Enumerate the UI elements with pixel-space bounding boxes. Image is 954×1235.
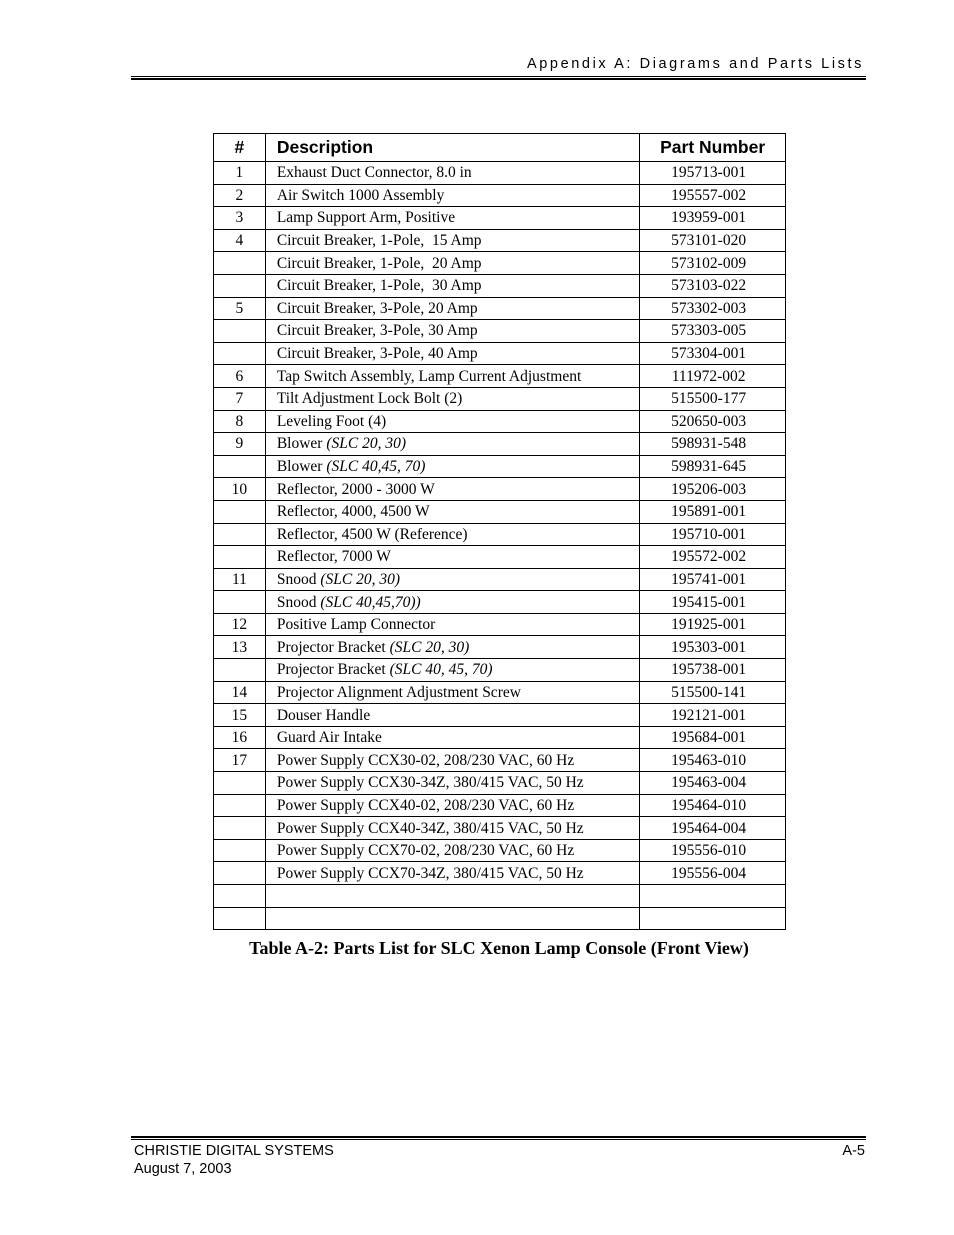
table-row bbox=[214, 365, 786, 388]
cell-item-number bbox=[214, 252, 266, 275]
cell-item-number: 1 bbox=[214, 162, 266, 185]
cell-part-number: 598931-645 bbox=[640, 455, 786, 478]
description-text: Circuit Breaker, 3-Pole, 20 Amp bbox=[276, 299, 478, 317]
description-text: Tilt Adjustment Lock Bolt (2) bbox=[276, 390, 463, 408]
cell-item-number: 6 bbox=[214, 365, 266, 388]
cell-part-number: 191925-001 bbox=[640, 613, 786, 636]
cell-description bbox=[265, 839, 639, 862]
table-row bbox=[214, 478, 786, 501]
cell-part-number: 195741-001 bbox=[640, 568, 786, 591]
cell-part-number: 193959-001 bbox=[640, 207, 786, 230]
description-text: Lamp Support Arm, Positive bbox=[276, 209, 456, 227]
table-row bbox=[214, 252, 786, 275]
description-text: Exhaust Duct Connector, 8.0 in bbox=[276, 164, 472, 182]
cell-part-number: 195556-010 bbox=[640, 839, 786, 862]
cell-part-number: 573303-005 bbox=[640, 320, 786, 343]
cell-part-number: 573101-020 bbox=[640, 229, 786, 252]
table-row bbox=[214, 704, 786, 727]
cell-part-number: 195891-001 bbox=[640, 500, 786, 523]
table-row bbox=[214, 184, 786, 207]
description-text: Reflector, 4500 W (Reference) bbox=[276, 525, 468, 543]
cell-item-number bbox=[214, 523, 266, 546]
table-row bbox=[214, 387, 786, 410]
cell-item-number bbox=[214, 546, 266, 569]
description-text: Snood bbox=[276, 593, 321, 611]
cell-part-number: 192121-001 bbox=[640, 704, 786, 727]
cell-description bbox=[265, 433, 639, 456]
cell-part-number bbox=[640, 885, 786, 908]
cell-part-number: 195572-002 bbox=[640, 546, 786, 569]
table-row bbox=[214, 274, 786, 297]
cell-description bbox=[265, 659, 639, 682]
table-row bbox=[214, 907, 786, 930]
table-row bbox=[214, 320, 786, 343]
cell-part-number: 195463-004 bbox=[640, 772, 786, 795]
description-text: Leveling Foot (4) bbox=[276, 412, 387, 430]
table-row bbox=[214, 229, 786, 252]
table-body bbox=[214, 162, 786, 930]
description-text: Tap Switch Assembly, Lamp Current Adjustment bbox=[276, 367, 582, 385]
cell-description bbox=[265, 455, 639, 478]
description-text: Power Supply CCX40-02, 208/230 VAC, 60 Hz bbox=[276, 796, 575, 814]
cell-description bbox=[265, 500, 639, 523]
description-text: Douser Handle bbox=[276, 706, 371, 724]
cell-description bbox=[265, 772, 639, 795]
table-row bbox=[214, 839, 786, 862]
cell-description bbox=[265, 184, 639, 207]
footer-date: August 7, 2003 bbox=[134, 1161, 232, 1177]
table-row bbox=[214, 681, 786, 704]
model-note: (SLC 20, 30) bbox=[389, 638, 470, 656]
cell-description bbox=[265, 229, 639, 252]
cell-item-number: 11 bbox=[214, 568, 266, 591]
table-row bbox=[214, 772, 786, 795]
cell-item-number bbox=[214, 320, 266, 343]
cell-item-number bbox=[214, 274, 266, 297]
cell-part-number: 195710-001 bbox=[640, 523, 786, 546]
table-header-row bbox=[214, 134, 786, 162]
cell-description bbox=[265, 862, 639, 885]
cell-item-number: 9 bbox=[214, 433, 266, 456]
header-rule bbox=[131, 76, 866, 80]
cell-item-number bbox=[214, 455, 266, 478]
table-row bbox=[214, 659, 786, 682]
cell-description bbox=[265, 523, 639, 546]
description-text: Guard Air Intake bbox=[276, 729, 382, 747]
cell-part-number: 195738-001 bbox=[640, 659, 786, 682]
cell-description bbox=[265, 162, 639, 185]
cell-item-number: 15 bbox=[214, 704, 266, 727]
table-row bbox=[214, 500, 786, 523]
description-text: Power Supply CCX30-34Z, 380/415 VAC, 50 Hz bbox=[276, 774, 584, 792]
table-row bbox=[214, 162, 786, 185]
cell-part-number: 515500-141 bbox=[640, 681, 786, 704]
description-text: Power Supply CCX30-02, 208/230 VAC, 60 Hz bbox=[276, 751, 575, 769]
description-text: Air Switch 1000 Assembly bbox=[276, 186, 445, 204]
description-text: Positive Lamp Connector bbox=[276, 616, 436, 634]
cell-part-number: 195684-001 bbox=[640, 726, 786, 749]
cell-description bbox=[265, 749, 639, 772]
model-note: (SLC 20, 30) bbox=[326, 435, 407, 453]
description-text: Reflector, 7000 W bbox=[276, 548, 391, 566]
description-text: Projector Alignment Adjustment Screw bbox=[276, 683, 521, 701]
table-row bbox=[214, 591, 786, 614]
cell-part-number: 195464-004 bbox=[640, 817, 786, 840]
table-row bbox=[214, 342, 786, 365]
description-text: Blower bbox=[276, 458, 327, 476]
description-text: Circuit Breaker, 1-Pole, 30 Amp bbox=[276, 277, 482, 295]
cell-item-number: 17 bbox=[214, 749, 266, 772]
description-text: Circuit Breaker, 1-Pole, 15 Amp bbox=[276, 232, 482, 250]
cell-item-number: 16 bbox=[214, 726, 266, 749]
cell-item-number bbox=[214, 862, 266, 885]
cell-description bbox=[265, 297, 639, 320]
cell-part-number: 195463-010 bbox=[640, 749, 786, 772]
cell-item-number: 8 bbox=[214, 410, 266, 433]
cell-part-number: 195464-010 bbox=[640, 794, 786, 817]
model-note: (SLC 20, 30) bbox=[320, 570, 400, 588]
cell-item-number bbox=[214, 794, 266, 817]
cell-item-number bbox=[214, 342, 266, 365]
table-caption: Table A-2: Parts List for SLC Xenon Lamp Console (Front View) bbox=[249, 938, 749, 958]
cell-item-number bbox=[214, 885, 266, 908]
cell-description bbox=[265, 591, 639, 614]
cell-item-number: 10 bbox=[214, 478, 266, 501]
column-header-part-number: Part Number bbox=[640, 134, 786, 162]
cell-description bbox=[265, 613, 639, 636]
cell-description bbox=[265, 410, 639, 433]
cell-description bbox=[265, 546, 639, 569]
cell-description bbox=[265, 274, 639, 297]
cell-part-number: 520650-003 bbox=[640, 410, 786, 433]
cell-part-number: 195557-002 bbox=[640, 184, 786, 207]
cell-item-number: 4 bbox=[214, 229, 266, 252]
cell-part-number: 111972-002 bbox=[640, 365, 786, 388]
cell-part-number: 573304-001 bbox=[640, 342, 786, 365]
cell-part-number: 195415-001 bbox=[640, 591, 786, 614]
parts-list-table bbox=[213, 133, 786, 930]
cell-item-number bbox=[214, 817, 266, 840]
cell-item-number: 12 bbox=[214, 613, 266, 636]
description-text: Power Supply CCX40-34Z, 380/415 VAC, 50 Hz bbox=[276, 819, 584, 837]
cell-description bbox=[265, 681, 639, 704]
cell-item-number bbox=[214, 907, 266, 930]
cell-description bbox=[265, 207, 639, 230]
cell-description bbox=[265, 726, 639, 749]
table-row bbox=[214, 297, 786, 320]
table-row bbox=[214, 433, 786, 456]
cell-part-number: 598931-548 bbox=[640, 433, 786, 456]
cell-description bbox=[265, 478, 639, 501]
description-text: Reflector, 4000, 4500 W bbox=[276, 503, 430, 521]
table-row bbox=[214, 885, 786, 908]
cell-item-number: 2 bbox=[214, 184, 266, 207]
description-text: Snood bbox=[276, 570, 321, 588]
table-row bbox=[214, 568, 786, 591]
description-text: Power Supply CCX70-34Z, 380/415 VAC, 50 Hz bbox=[276, 864, 584, 882]
description-text: Blower bbox=[276, 435, 327, 453]
model-note: (SLC 40,45, 70) bbox=[326, 458, 426, 476]
cell-description bbox=[265, 907, 639, 930]
cell-part-number: 573302-003 bbox=[640, 297, 786, 320]
cell-description bbox=[265, 817, 639, 840]
column-header-number: # bbox=[214, 134, 266, 162]
table-row bbox=[214, 455, 786, 478]
cell-part-number: 195206-003 bbox=[640, 478, 786, 501]
table-row bbox=[214, 636, 786, 659]
cell-part-number: 195713-001 bbox=[640, 162, 786, 185]
table-row bbox=[214, 546, 786, 569]
cell-item-number bbox=[214, 591, 266, 614]
cell-part-number bbox=[640, 907, 786, 930]
cell-description bbox=[265, 885, 639, 908]
cell-part-number: 573103-022 bbox=[640, 274, 786, 297]
cell-description bbox=[265, 568, 639, 591]
table-row bbox=[214, 613, 786, 636]
table-row bbox=[214, 749, 786, 772]
model-note: (SLC 40,45,70)) bbox=[320, 593, 421, 611]
table-row bbox=[214, 410, 786, 433]
cell-part-number: 573102-009 bbox=[640, 252, 786, 275]
page-header-title: Appendix A: Diagrams and Parts Lists bbox=[527, 56, 864, 72]
column-header-description: Description bbox=[265, 134, 639, 162]
cell-item-number bbox=[214, 659, 266, 682]
table-row bbox=[214, 207, 786, 230]
cell-item-number: 14 bbox=[214, 681, 266, 704]
table-row bbox=[214, 862, 786, 885]
description-text: Projector Bracket bbox=[276, 638, 390, 656]
cell-description bbox=[265, 365, 639, 388]
cell-description bbox=[265, 320, 639, 343]
cell-part-number: 195303-001 bbox=[640, 636, 786, 659]
footer-rule bbox=[131, 1136, 866, 1140]
cell-item-number bbox=[214, 839, 266, 862]
cell-part-number: 195556-004 bbox=[640, 862, 786, 885]
cell-item-number: 3 bbox=[214, 207, 266, 230]
description-text: Projector Bracket bbox=[276, 661, 390, 679]
cell-description bbox=[265, 252, 639, 275]
footer-company: CHRISTIE DIGITAL SYSTEMS bbox=[134, 1143, 334, 1159]
cell-description bbox=[265, 704, 639, 727]
model-note: (SLC 40, 45, 70) bbox=[389, 661, 493, 679]
cell-description bbox=[265, 342, 639, 365]
cell-item-number: 13 bbox=[214, 636, 266, 659]
cell-description bbox=[265, 636, 639, 659]
footer-page-number: A-5 bbox=[842, 1143, 865, 1159]
description-text: Power Supply CCX70-02, 208/230 VAC, 60 Hz bbox=[276, 842, 575, 860]
cell-part-number: 515500-177 bbox=[640, 387, 786, 410]
table-row bbox=[214, 726, 786, 749]
cell-item-number: 7 bbox=[214, 387, 266, 410]
cell-description bbox=[265, 387, 639, 410]
cell-item-number bbox=[214, 772, 266, 795]
description-text: Circuit Breaker, 3-Pole, 30 Amp bbox=[276, 322, 478, 340]
table-row bbox=[214, 523, 786, 546]
cell-item-number bbox=[214, 500, 266, 523]
description-text: Reflector, 2000 - 3000 W bbox=[276, 480, 435, 498]
table-row bbox=[214, 817, 786, 840]
table-row bbox=[214, 794, 786, 817]
cell-item-number: 5 bbox=[214, 297, 266, 320]
description-text: Circuit Breaker, 3-Pole, 40 Amp bbox=[276, 345, 478, 363]
description-text: Circuit Breaker, 1-Pole, 20 Amp bbox=[276, 254, 482, 272]
cell-description bbox=[265, 794, 639, 817]
